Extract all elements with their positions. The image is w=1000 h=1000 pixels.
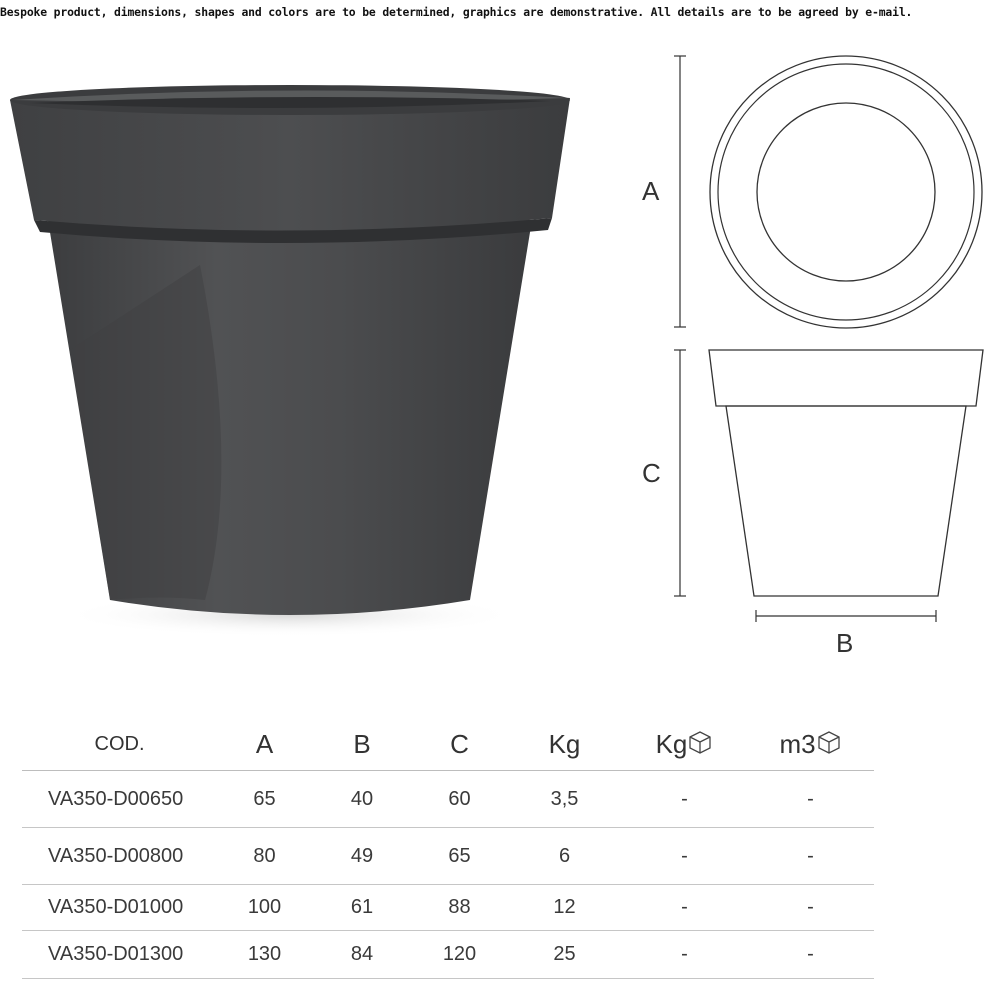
cell-b: 61: [312, 885, 412, 931]
dimension-label-a: A: [642, 176, 660, 206]
cell-kg-box: -: [622, 828, 747, 885]
side-view-rim: [709, 350, 983, 406]
table-row: [22, 828, 874, 885]
table-row: [22, 931, 874, 979]
cell-a: 65: [217, 771, 312, 828]
cell-c: 65: [412, 828, 507, 885]
product-photo-pot: [0, 70, 580, 640]
cell-code: VA350-D00800: [22, 828, 217, 885]
table-row: [22, 885, 874, 931]
cell-m3-box: -: [747, 885, 874, 931]
header-kg: Kg: [507, 718, 622, 771]
header-a: A: [217, 718, 312, 771]
header-kg-box: [622, 718, 747, 771]
header-m3-box: [747, 718, 874, 771]
side-view-body: [726, 406, 966, 596]
cell-kg-box: -: [622, 885, 747, 931]
package-box-icon: [687, 729, 713, 755]
package-box-icon: [816, 729, 842, 755]
cell-kg: 3,5: [507, 771, 622, 828]
cell-kg-box: -: [622, 931, 747, 979]
cell-kg: 6: [507, 828, 622, 885]
dimensions-table: [22, 718, 874, 979]
header-c: C: [412, 718, 507, 771]
cell-kg-box: -: [622, 771, 747, 828]
cell-code: VA350-D01300: [22, 931, 217, 979]
header-kg-box-label: Kg: [655, 728, 688, 759]
cell-b: 40: [312, 771, 412, 828]
cell-code: VA350-D01000: [22, 885, 217, 931]
cell-a: 80: [217, 828, 312, 885]
cell-m3-box: -: [747, 931, 874, 979]
header-m3-box-label: m3: [779, 728, 816, 759]
dimension-label-b: B: [836, 628, 854, 658]
header-b: B: [312, 718, 412, 771]
cell-kg: 25: [507, 931, 622, 979]
header-code: COD.: [22, 718, 217, 771]
cell-m3-box: -: [747, 828, 874, 885]
technical-drawing: [630, 40, 1000, 630]
table-row: [22, 771, 874, 828]
table-header-row: [22, 718, 874, 771]
dimension-label-c: C: [642, 458, 661, 488]
cell-m3-box: -: [747, 771, 874, 828]
cell-a: 100: [217, 885, 312, 931]
cell-kg: 12: [507, 885, 622, 931]
cell-a: 130: [217, 931, 312, 979]
cell-b: 49: [312, 828, 412, 885]
disclaimer-notice: Bespoke product, dimensions, shapes and colors are to be determined, graphics are demonstrative. All details are to be agreed by e-mail.: [0, 5, 913, 19]
cell-c: 120: [412, 931, 507, 979]
top-view-outer-circle: [710, 56, 982, 328]
cell-b: 84: [312, 931, 412, 979]
cell-code: VA350-D00650: [22, 771, 217, 828]
cell-c: 88: [412, 885, 507, 931]
cell-c: 60: [412, 771, 507, 828]
top-view-base-circle: [757, 103, 935, 281]
